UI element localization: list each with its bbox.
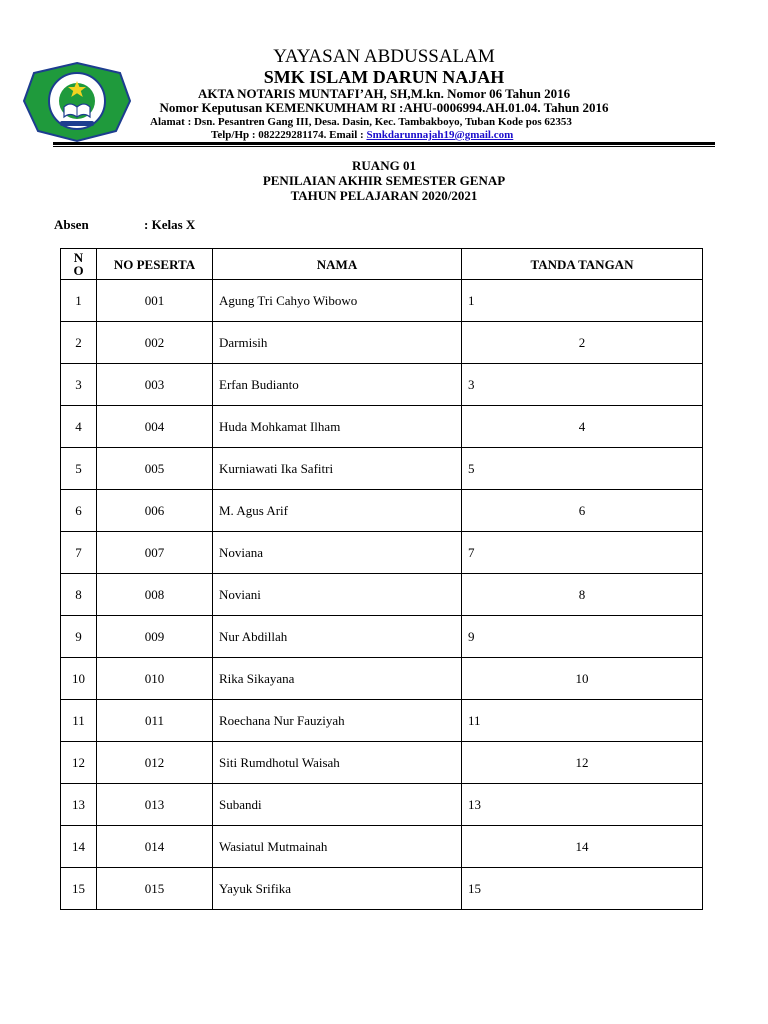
absen-row	[54, 217, 195, 233]
table-row	[61, 280, 703, 322]
row-nama: Wasiatul Mutmainah	[213, 826, 462, 868]
row-nama: Subandi	[213, 784, 462, 826]
row-nama: Erfan Budianto	[213, 364, 462, 406]
header-no	[61, 249, 97, 280]
row-signature[interactable]: 11	[462, 700, 703, 742]
row-signature[interactable]: 6	[462, 490, 703, 532]
school-name: SMK ISLAM DARUN NAJAH	[263, 67, 505, 87]
table-row	[61, 406, 703, 448]
attendance-table	[60, 248, 703, 910]
letterhead-divider-thin	[53, 146, 715, 147]
class-label: : Kelas X	[144, 217, 196, 232]
table-row	[61, 448, 703, 490]
row-number: 15	[61, 868, 97, 910]
row-no-peserta: 001	[97, 280, 213, 322]
row-no-peserta: 014	[97, 826, 213, 868]
table-row	[61, 868, 703, 910]
row-number: 6	[61, 490, 97, 532]
row-no-peserta: 015	[97, 868, 213, 910]
row-number: 11	[61, 700, 97, 742]
row-no-peserta: 012	[97, 742, 213, 784]
table-row	[61, 574, 703, 616]
address-line: Alamat : Dsn. Pesantren Gang III, Desa. Dasin, Kec. Tambakboyo, Tuban Kode pos 62353	[150, 116, 572, 128]
row-signature[interactable]: 5	[462, 448, 703, 490]
row-no-peserta: 002	[97, 322, 213, 364]
notary-line: AKTA NOTARIS MUNTAFI’AH, SH,M.kn. Nomor 06 Tahun 2016	[197, 86, 571, 101]
row-nama: Yayuk Srifika	[213, 868, 462, 910]
row-nama: Darmisih	[213, 322, 462, 364]
table-row	[61, 742, 703, 784]
row-number: 12	[61, 742, 97, 784]
org-title: YAYASAN ABDUSSALAM	[273, 46, 495, 67]
header-no-line1: N	[73, 250, 84, 265]
row-number: 3	[61, 364, 97, 406]
header-nama: NAMA	[213, 249, 462, 280]
row-signature[interactable]: 3	[462, 364, 703, 406]
exam-title: PENILAIAN AKHIR SEMESTER GENAP	[262, 173, 506, 188]
table-row	[61, 490, 703, 532]
row-signature[interactable]: 9	[462, 616, 703, 658]
row-nama: Agung Tri Cahyo Wibowo	[213, 280, 462, 322]
row-nama: Nur Abdillah	[213, 616, 462, 658]
row-number: 8	[61, 574, 97, 616]
row-signature[interactable]: 10	[462, 658, 703, 700]
row-nama: Siti Rumdhotul Waisah	[213, 742, 462, 784]
row-number: 5	[61, 448, 97, 490]
row-signature[interactable]: 14	[462, 826, 703, 868]
email-link[interactable]: Smkdarunnajah19@gmail.com	[366, 129, 514, 141]
row-number: 9	[61, 616, 97, 658]
contact-prefix: Telp/Hp : 082229281174. Email :	[211, 129, 367, 141]
row-nama: Roechana Nur Fauziyah	[213, 700, 462, 742]
decree-line: Nomor Keputusan KEMENKUMHAM RI :AHU-0006994.AH.01.04. Tahun 2016	[159, 100, 609, 115]
row-no-peserta: 013	[97, 784, 213, 826]
table-row	[61, 658, 703, 700]
row-nama: Kurniawati Ika Safitri	[213, 448, 462, 490]
row-no-peserta: 006	[97, 490, 213, 532]
header-tanda-tangan: TANDA TANGAN	[462, 249, 703, 280]
row-nama: Noviani	[213, 574, 462, 616]
row-number: 2	[61, 322, 97, 364]
row-no-peserta: 011	[97, 700, 213, 742]
row-no-peserta: 009	[97, 616, 213, 658]
room-title: RUANG 01	[352, 158, 416, 173]
absen-label: Absen	[54, 217, 89, 232]
row-number: 7	[61, 532, 97, 574]
row-signature[interactable]: 1	[462, 280, 703, 322]
row-signature[interactable]: 7	[462, 532, 703, 574]
row-signature[interactable]: 4	[462, 406, 703, 448]
table-row	[61, 532, 703, 574]
row-signature[interactable]: 2	[462, 322, 703, 364]
row-number: 14	[61, 826, 97, 868]
table-row	[61, 364, 703, 406]
row-no-peserta: 003	[97, 364, 213, 406]
document-title	[0, 158, 768, 203]
row-nama: M. Agus Arif	[213, 490, 462, 532]
row-no-peserta: 008	[97, 574, 213, 616]
table-row	[61, 700, 703, 742]
year-title: TAHUN PELAJARAN 2020/2021	[290, 188, 478, 203]
row-signature[interactable]: 15	[462, 868, 703, 910]
row-no-peserta: 005	[97, 448, 213, 490]
row-nama: Huda Mohkamat Ilham	[213, 406, 462, 448]
header-no-line2: O	[73, 263, 84, 278]
row-no-peserta: 010	[97, 658, 213, 700]
letterhead-divider	[53, 142, 715, 145]
table-row	[61, 616, 703, 658]
row-signature[interactable]: 12	[462, 742, 703, 784]
row-number: 13	[61, 784, 97, 826]
row-no-peserta: 007	[97, 532, 213, 574]
table-row	[61, 826, 703, 868]
row-signature[interactable]: 8	[462, 574, 703, 616]
row-number: 10	[61, 658, 97, 700]
table-row	[61, 784, 703, 826]
row-signature[interactable]: 13	[462, 784, 703, 826]
row-number: 1	[61, 280, 97, 322]
row-no-peserta: 004	[97, 406, 213, 448]
header-no-peserta: NO PESERTA	[97, 249, 213, 280]
contact-line	[211, 129, 513, 141]
table-header-row	[61, 249, 703, 280]
row-nama: Rika Sikayana	[213, 658, 462, 700]
row-nama: Noviana	[213, 532, 462, 574]
table-row	[61, 322, 703, 364]
row-number: 4	[61, 406, 97, 448]
